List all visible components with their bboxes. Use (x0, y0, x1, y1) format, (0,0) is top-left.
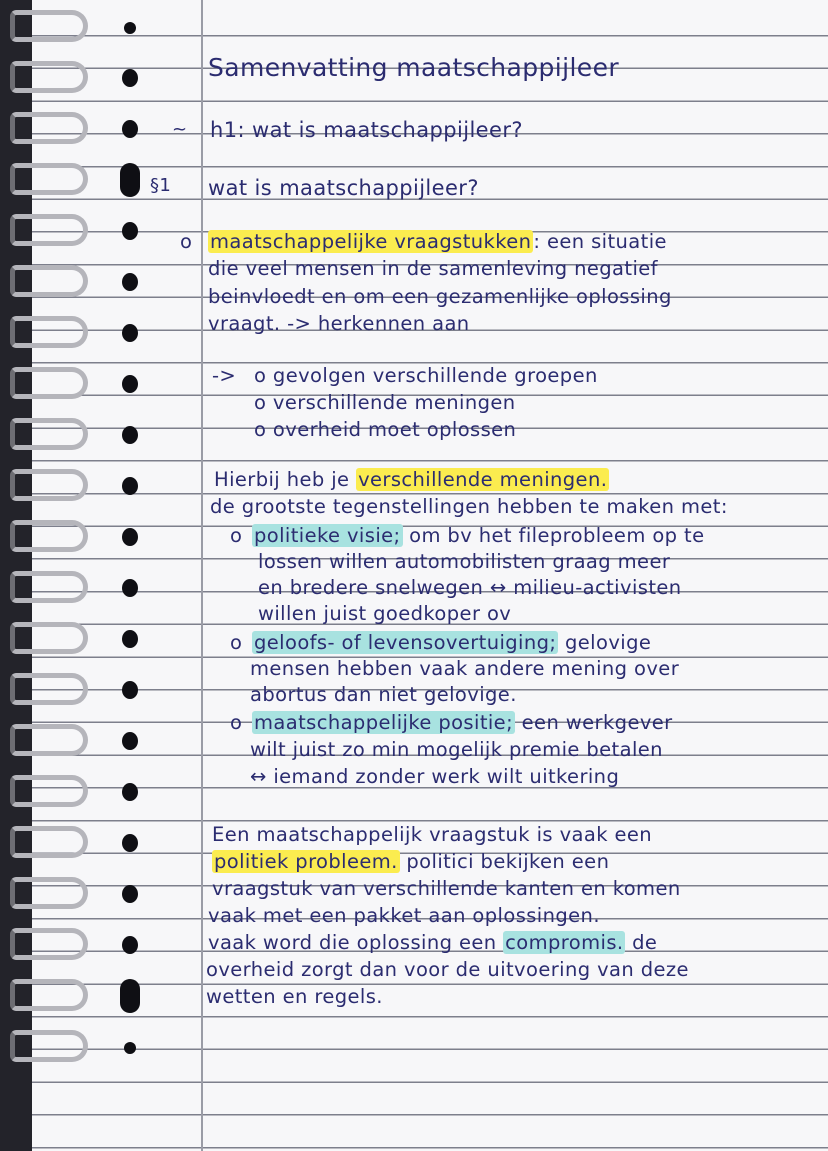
definition-line-3: beinvloedt en om een gezamenlijke oplossing (208, 285, 672, 308)
term-maatschappelijke-positie: maatschappelijke positie; (254, 711, 514, 734)
point-3-bullet: o (230, 711, 243, 734)
definition-line-1 (208, 229, 667, 255)
term-geloofs-of-levensovertuiging: geloofs- of levensovertuiging; (254, 631, 557, 654)
section-marker: §1 (150, 175, 172, 196)
point-2-bullet: o (230, 631, 243, 654)
summary-line-1: Een maatschappelijk vraagstuk is vaak een (212, 823, 653, 846)
opinions-intro-line-2: de grootste tegenstellingen hebben te maken met: (210, 495, 728, 518)
recognition-item-2: o verschillende meningen (254, 391, 516, 414)
page-title: Samenvatting maatschappijleer (208, 53, 620, 82)
definition-bullet: o (180, 230, 193, 253)
point-1-line-1-rest: om bv het fileprobleem op te (409, 524, 705, 547)
term-maatschappelijke-vraagstukken: maatschappelijke vraagstukken (210, 230, 532, 253)
summary-line-6: overheid zorgt dan voor de uitvoering van deze (206, 958, 689, 981)
definition-line-1-rest: een situatie (546, 230, 667, 253)
recognition-item-3: o overheid moet oplossen (254, 418, 517, 441)
definition-line-2: die veel mensen in de samenleving negatief (208, 257, 658, 280)
term-politiek-probleem: politiek probleem. (214, 850, 398, 873)
chapter-marker: ~ (172, 119, 188, 140)
term-politieke-visie: politieke visie; (254, 524, 401, 547)
point-2-line-1 (252, 630, 651, 656)
summary-line-7: wetten en regels. (206, 985, 383, 1008)
point-3-line-2: wilt juist zo min mogelijk premie betalen (250, 738, 663, 761)
summary-line-3: vraagstuk van verschillende kanten en komen (212, 877, 681, 900)
point-3-line-1 (252, 710, 673, 736)
point-1-line-2: lossen willen automobilisten graag meer (258, 550, 671, 573)
point-2-line-1-rest: gelovige (565, 631, 652, 654)
chapter-heading: h1: wat is maatschappijleer? (210, 118, 523, 142)
point-1-line-1 (252, 523, 704, 549)
summary-line-5 (208, 930, 657, 956)
point-3-line-1-rest: een werkgever (521, 711, 673, 734)
summary-line-2-rest: politici bekijken een (406, 850, 610, 873)
definition-colon: : (533, 230, 541, 253)
summary-line-4: vaak met een pakket aan oplossingen. (208, 904, 600, 927)
term-compromis: compromis. (505, 931, 624, 954)
point-2-line-3: abortus dan niet gelovige. (250, 683, 517, 706)
summary-line-5-rest: de (632, 931, 658, 954)
summary-line-2 (212, 849, 609, 875)
point-2-line-2: mensen hebben vaak andere mening over (250, 657, 680, 680)
section-heading: wat is maatschappijleer? (208, 176, 479, 200)
term-verschillende-meningen: verschillende meningen. (358, 468, 608, 491)
opinions-intro (214, 467, 609, 493)
definition-line-4: vraagt. -> herkennen aan (208, 312, 470, 335)
opinions-intro-prefix: Hierbij heb je (214, 468, 350, 491)
summary-line-5-prefix: vaak word die oplossing een (208, 931, 497, 954)
point-1-bullet: o (230, 524, 243, 547)
point-3-line-3: ↔ iemand zonder werk wilt uitkering (250, 765, 620, 788)
recognition-item-1: o gevolgen verschillende groepen (254, 364, 598, 387)
point-1-line-4: willen juist goedkoper ov (258, 602, 512, 625)
recognition-arrow: -> (212, 364, 237, 387)
point-1-line-3: en bredere snelwegen ↔ milieu-activisten (258, 576, 682, 599)
